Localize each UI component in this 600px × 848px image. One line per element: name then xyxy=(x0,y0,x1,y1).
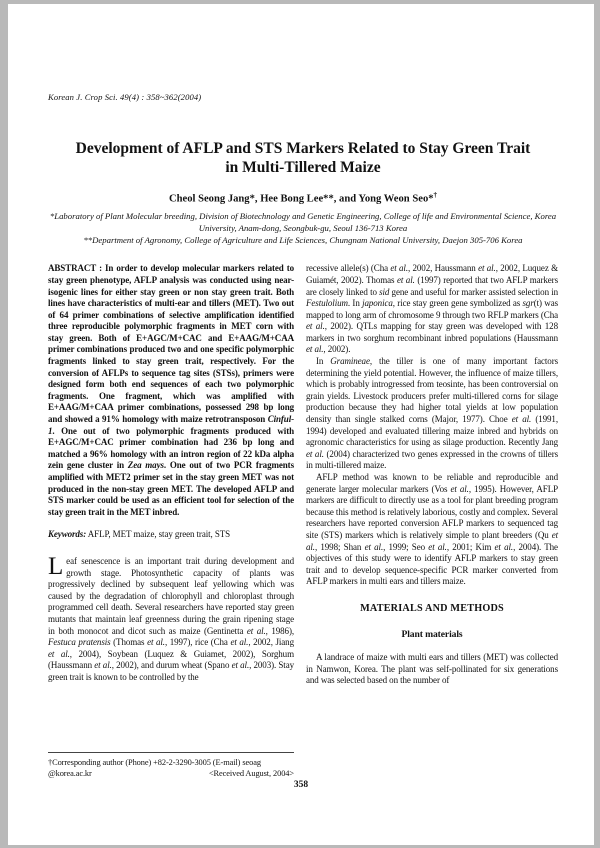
keywords-line xyxy=(48,529,294,541)
abstract-paragraph xyxy=(48,263,294,518)
footnote-email: @korea.ac.kr xyxy=(48,769,92,779)
page-content xyxy=(8,92,594,779)
abstract-body: In order to develop molecular markers related to stay green phenotype, AFLP analysis was conducted using near-isogenic lines for either stay green or non stay green trait. Both lines have characteristics of multi-ear and tillers (MET). Two out of 64 primer combinations of selective amplification identified three reproducible polymorphic fragments in MET corn with stay green. Both of E+AGC/M+CAC and E+AAG/M+CAA primer combinations produced two and one specific polymorphic fragments linked to stay green trait, respectively. For the conversion of AFLPs to sequence tag sites (STSs), primers were designed form both end sequences of each two polymorphic fragments. One fragment, which was amplified with E+AAG/M+CAA primer combinations, possessed 298 bp long and showed a 91% homology with maize retrotransposon Cinful-1. One out of two polymorphic fragments produced with E+AGC/M+CAC primer combination had 236 bp long and matched a 96% homology with an intron region of 22 kDa alpha zein gene cluster in Zea mays. One out of two PCR fragments amplified with MET2 primer set in the stay green MET was not produced in the non-stay green MET. The developed AFLP and STS marker could be used as an efficient tool for selection of the stay green trait in the MET inbred. xyxy=(48,263,295,517)
page-number: 358 xyxy=(293,780,309,790)
journal-header: Korean J. Crop Sci. 49(4) : 358~362(2004) xyxy=(48,92,202,102)
abstract-label: ABSTRACT : xyxy=(48,263,105,274)
introduction-body: eaf senescence is an important trait during development and growth stage. Photosynthetic capacity of plants was progressively declined by subsequent leaf yellowing which was caused by the degradation of chlorophyll and chloroplast through programmed cell death. Several researchers have reported stay green mutants that maintain leaf greenness during the grain ripening stage in both monocot and dicot such as maize (Gentinetta et al., 1986), Festuca pratensis (Thomas et al., 1997), rice (Cha et al., 2002, Jiang et al., 2004), Soybean (Luquez & Guiamet, 2002), Sorghum (Haussmann et al., 2002), and durum wheat (Spano et al., 2003). Stay green trait is known to be controlled by the xyxy=(48,555,294,682)
footnote-line-1: †Corresponding author (Phone) +82-2-3290-3005 (E-mail) seoag xyxy=(48,757,261,767)
keywords-body: AFLP, MET maize, stay green trait, STS xyxy=(86,529,231,540)
body-paragraph: In Gramineae, the tiller is one of many important factors determining the yield potential. However, the influence of maize tillers, which is probably introgressed from teosinte, has been controversial on grain yields. Livestock producers prefer multi-tillered corns for silage production because they had higher total yields at low population density than single stalked corns (Major, 1977). Choe et al. (1991, 1994) developed and evaluated tillering maize inbred and hybrids on agronomic characteristics for using as silage production. Recently Jang et al. (2004) characterized two genes expressed in the crowns of tillers in multi-tillered maize. xyxy=(306,356,559,471)
article-title: Development of AFLP and STS Markers Related to Stay Green Trait in Multi-Tillered Maize xyxy=(75,140,531,176)
keywords-label: Keywords: xyxy=(48,529,87,540)
section-heading-materials-methods: MATERIALS AND METHODS xyxy=(360,602,504,614)
footnote-received-date: <Received August, 2004> xyxy=(208,769,294,779)
affiliation-2: **Department of Agronomy, College of Agriculture and Life Sciences, Chungnam National University, Daejon 305-706 Korea xyxy=(83,234,523,245)
plant-materials-paragraph: A landrace of maize with multi ears and tillers (MET) was collected in Namwon, Korea. The plant was self-pollinated for six generations and was selected based on the number of xyxy=(306,652,558,686)
body-paragraph: AFLP method was known to be reliable and reproducible and generate larger molecular markers (Vos et al., 1995). However, AFLP markers are difficult to directly use as a tool for plant breeding program because this method is relatively laborious, costly and complex. Several researchers have reported conversion AFLP markers to sequenced tag site (STS) markers which is relatively simple to plant breeders (Qu et al., 1998; Shan et al., 1999; Seo et al., 2001; Kim et al., 2004). The objectives of this study were to identify AFLP markers to stay green trait and to develop sequence-specific PCR marker converted from AFLP markers in multi ears and tillers maize. xyxy=(306,472,558,587)
subsection-heading-plant-materials: Plant materials xyxy=(401,628,463,640)
two-column-body xyxy=(48,263,558,779)
footnote-line-2 xyxy=(48,768,294,779)
corresponding-author-footnote xyxy=(48,757,294,779)
introduction-paragraph xyxy=(48,552,294,684)
paper-page xyxy=(8,4,594,845)
right-column xyxy=(306,263,558,779)
affiliations xyxy=(48,211,558,246)
body-paragraph: recessive allele(s) (Cha et al., 2002, Haussmann et al., 2002, Luquez & Guiamét, 2002). Thomas et al. (1997) reported that two AFLP markers are closely linked to sid gene and useful for marker assisted selection in Festulolium. In japonica, rice stay green gene symbolized as sgr(t) was mapped to long arm of chromosome 9 through two RFLP markers (Cha et al., 2002). QTLs mapping for stay green was developed with 128 markers in two sorghum recombinant inbred populations (Haussmann et al., 2002). xyxy=(306,263,559,355)
author-line: Cheol Seong Jang*, Hee Bong Lee**, and Yong Weon Seo*† xyxy=(168,190,438,205)
affiliation-1: *Laboratory of Plant Molecular breeding, Division of Biotechnology and Genetic Engineering, College of life and Environmental Science, Korea University, Anam-dong, Seongbuk-gu, Seoul 136-713 Korea xyxy=(49,211,557,233)
dropcap-letter: L xyxy=(48,552,64,580)
footnote-block xyxy=(48,744,294,779)
footnote-divider xyxy=(48,752,294,753)
left-column xyxy=(48,263,294,779)
